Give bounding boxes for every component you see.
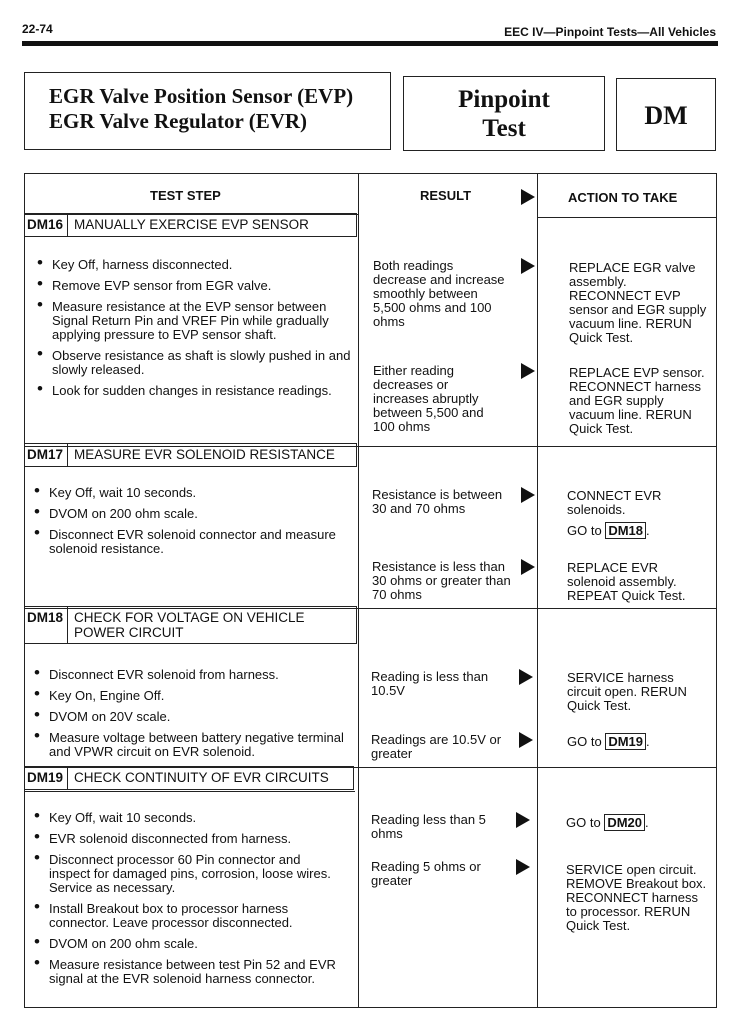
action-text: SERVICE open circuit. REMOVE Breakout box. RECONNECT harness to processor. RERUN Quick Test. bbox=[566, 862, 707, 933]
step-title: MEASURE EVR SOLENOID RESISTANCE bbox=[74, 447, 335, 462]
result-text: Reading less than 5 ohms bbox=[371, 812, 486, 841]
goto-dm20-link[interactable]: DM20 bbox=[604, 814, 645, 831]
bullet: • Disconnect EVR solenoid connector and measure solenoid resistance. bbox=[34, 528, 352, 556]
action-text: REPLACE EGR valve assembly. RECONNECT EVP sensor and EGR supply vacuum line. RERUN Quick Test. bbox=[569, 260, 707, 345]
arrow-icon bbox=[516, 859, 530, 875]
bullet: • Measure voltage between battery negative terminal and VPWR circuit on EVR solenoid. bbox=[34, 731, 352, 759]
goto-dm19-link[interactable]: DM19 bbox=[605, 733, 646, 750]
header-rule-action bbox=[537, 217, 717, 218]
arrow-icon bbox=[521, 258, 535, 274]
bullet: • Disconnect EVR solenoid from harness. bbox=[34, 668, 352, 682]
bullet: • Key Off, wait 10 seconds. bbox=[34, 486, 352, 500]
arrow-icon bbox=[519, 669, 533, 685]
pinpoint-test-box bbox=[403, 76, 605, 151]
goto-dm18-link[interactable]: DM18 bbox=[605, 522, 646, 539]
running-title: EEC IV—Pinpoint Tests—All Vehicles bbox=[504, 25, 716, 39]
step-bullets-dm16 bbox=[37, 258, 355, 405]
step-bullets-dm19 bbox=[34, 811, 344, 993]
header-rule bbox=[22, 41, 718, 46]
arrow-icon bbox=[521, 189, 535, 205]
result-text: Resistance is between 30 and 70 ohms bbox=[372, 487, 503, 516]
bullet: • Disconnect processor 60 Pin connector and inspect for damaged pins, corrosion, loose wires. Service as necessary. bbox=[34, 853, 344, 895]
step-title: MANUALLY EXERCISE EVP SENSOR bbox=[74, 217, 309, 232]
result-text: Reading is less than 10.5V bbox=[371, 669, 489, 698]
bullet: • DVOM on 20V scale. bbox=[34, 710, 352, 724]
test-code-box: DM bbox=[616, 78, 716, 151]
pinpoint-table bbox=[24, 173, 717, 1008]
bullet: • Look for sudden changes in resistance readings. bbox=[37, 384, 355, 398]
step-rule bbox=[25, 791, 355, 792]
title-box bbox=[24, 72, 391, 150]
result-text: Resistance is less than 30 ohms or greater than 70 ohms bbox=[372, 559, 511, 602]
goto-prefix: GO to bbox=[566, 815, 601, 830]
bullet: • Key Off, wait 10 seconds. bbox=[34, 811, 344, 825]
pinpoint-line-2: Test bbox=[482, 115, 526, 142]
arrow-icon bbox=[521, 487, 535, 503]
step-header-dm18 bbox=[24, 606, 357, 644]
column-header-result: RESULT bbox=[420, 188, 472, 203]
column-divider bbox=[537, 174, 538, 1007]
goto-line: GO to DM20 . bbox=[566, 815, 649, 830]
arrow-icon bbox=[521, 559, 535, 575]
step-bullets-dm18 bbox=[34, 668, 352, 766]
bullet: • Measure resistance at the EVP sensor between Signal Return Pin and VREF Pin while gradually applying pressure to EVP sensor shaft. bbox=[37, 300, 355, 342]
bullet: • Install Breakout box to processor harness connector. Leave processor disconnected. bbox=[34, 902, 344, 930]
goto-prefix: GO to bbox=[567, 734, 602, 749]
bullet: • Measure resistance between test Pin 52 and EVR signal at the EVR solenoid harness connector. bbox=[34, 958, 344, 986]
result-text: Either reading decreases or increases abruptly between 5,500 and 100 ohms bbox=[373, 363, 484, 434]
step-header-dm19 bbox=[24, 766, 354, 790]
step-title: CHECK FOR VOLTAGE ON VEHICLE POWER CIRCUIT bbox=[74, 610, 305, 640]
action-text: REPLACE EVP sensor. RECONNECT harness and EGR supply vacuum line. RERUN Quick Test. bbox=[569, 365, 705, 436]
step-header-dm17 bbox=[24, 443, 357, 467]
arrow-icon bbox=[516, 812, 530, 828]
result-text: Both readings decrease and increase smoothly between 5,500 ohms and 100 ohms bbox=[373, 258, 505, 329]
goto-line: GO to DM18 . bbox=[567, 523, 650, 538]
result-text: Reading 5 ohms or greater bbox=[371, 859, 481, 888]
arrow-icon bbox=[519, 732, 533, 748]
page-number: 22-74 bbox=[22, 22, 53, 36]
title-line-2: EGR Valve Regulator (EVR) bbox=[49, 109, 308, 133]
bullet: • DVOM on 200 ohm scale. bbox=[34, 507, 352, 521]
pinpoint-line-1: Pinpoint bbox=[458, 86, 550, 113]
action-text: CONNECT EVR solenoids. bbox=[567, 488, 662, 517]
column-divider bbox=[358, 174, 359, 1007]
title-line-1: EGR Valve Position Sensor (EVP) bbox=[49, 84, 354, 108]
bullet: • Key On, Engine Off. bbox=[34, 689, 352, 703]
step-bullets-dm17 bbox=[34, 486, 352, 563]
goto-prefix: GO to bbox=[567, 523, 602, 538]
goto-line: GO to DM19 . bbox=[567, 734, 650, 749]
arrow-icon bbox=[521, 363, 535, 379]
step-header-dm16 bbox=[24, 213, 357, 237]
bullet: • EVR solenoid disconnected from harness. bbox=[34, 832, 344, 846]
step-code: DM19 bbox=[25, 767, 68, 789]
step-code: DM18 bbox=[25, 607, 68, 643]
step-title: CHECK CONTINUITY OF EVR CIRCUITS bbox=[74, 770, 329, 785]
column-header-action: ACTION TO TAKE bbox=[568, 190, 678, 205]
result-text: Readings are 10.5V or greater bbox=[371, 732, 502, 761]
action-text: SERVICE harness circuit open. RERUN Quick Test. bbox=[567, 670, 687, 713]
bullet: • Observe resistance as shaft is slowly pushed in and slowly released. bbox=[37, 349, 355, 377]
action-text: REPLACE EVR solenoid assembly. REPEAT Quick Test. bbox=[567, 560, 686, 603]
step-code: DM17 bbox=[25, 444, 68, 466]
column-header-test-step: TEST STEP bbox=[150, 188, 221, 203]
bullet: • Remove EVP sensor from EGR valve. bbox=[37, 279, 355, 293]
step-code: DM16 bbox=[25, 214, 68, 236]
bullet: • Key Off, harness disconnected. bbox=[37, 258, 355, 272]
bullet: • DVOM on 200 ohm scale. bbox=[34, 937, 344, 951]
